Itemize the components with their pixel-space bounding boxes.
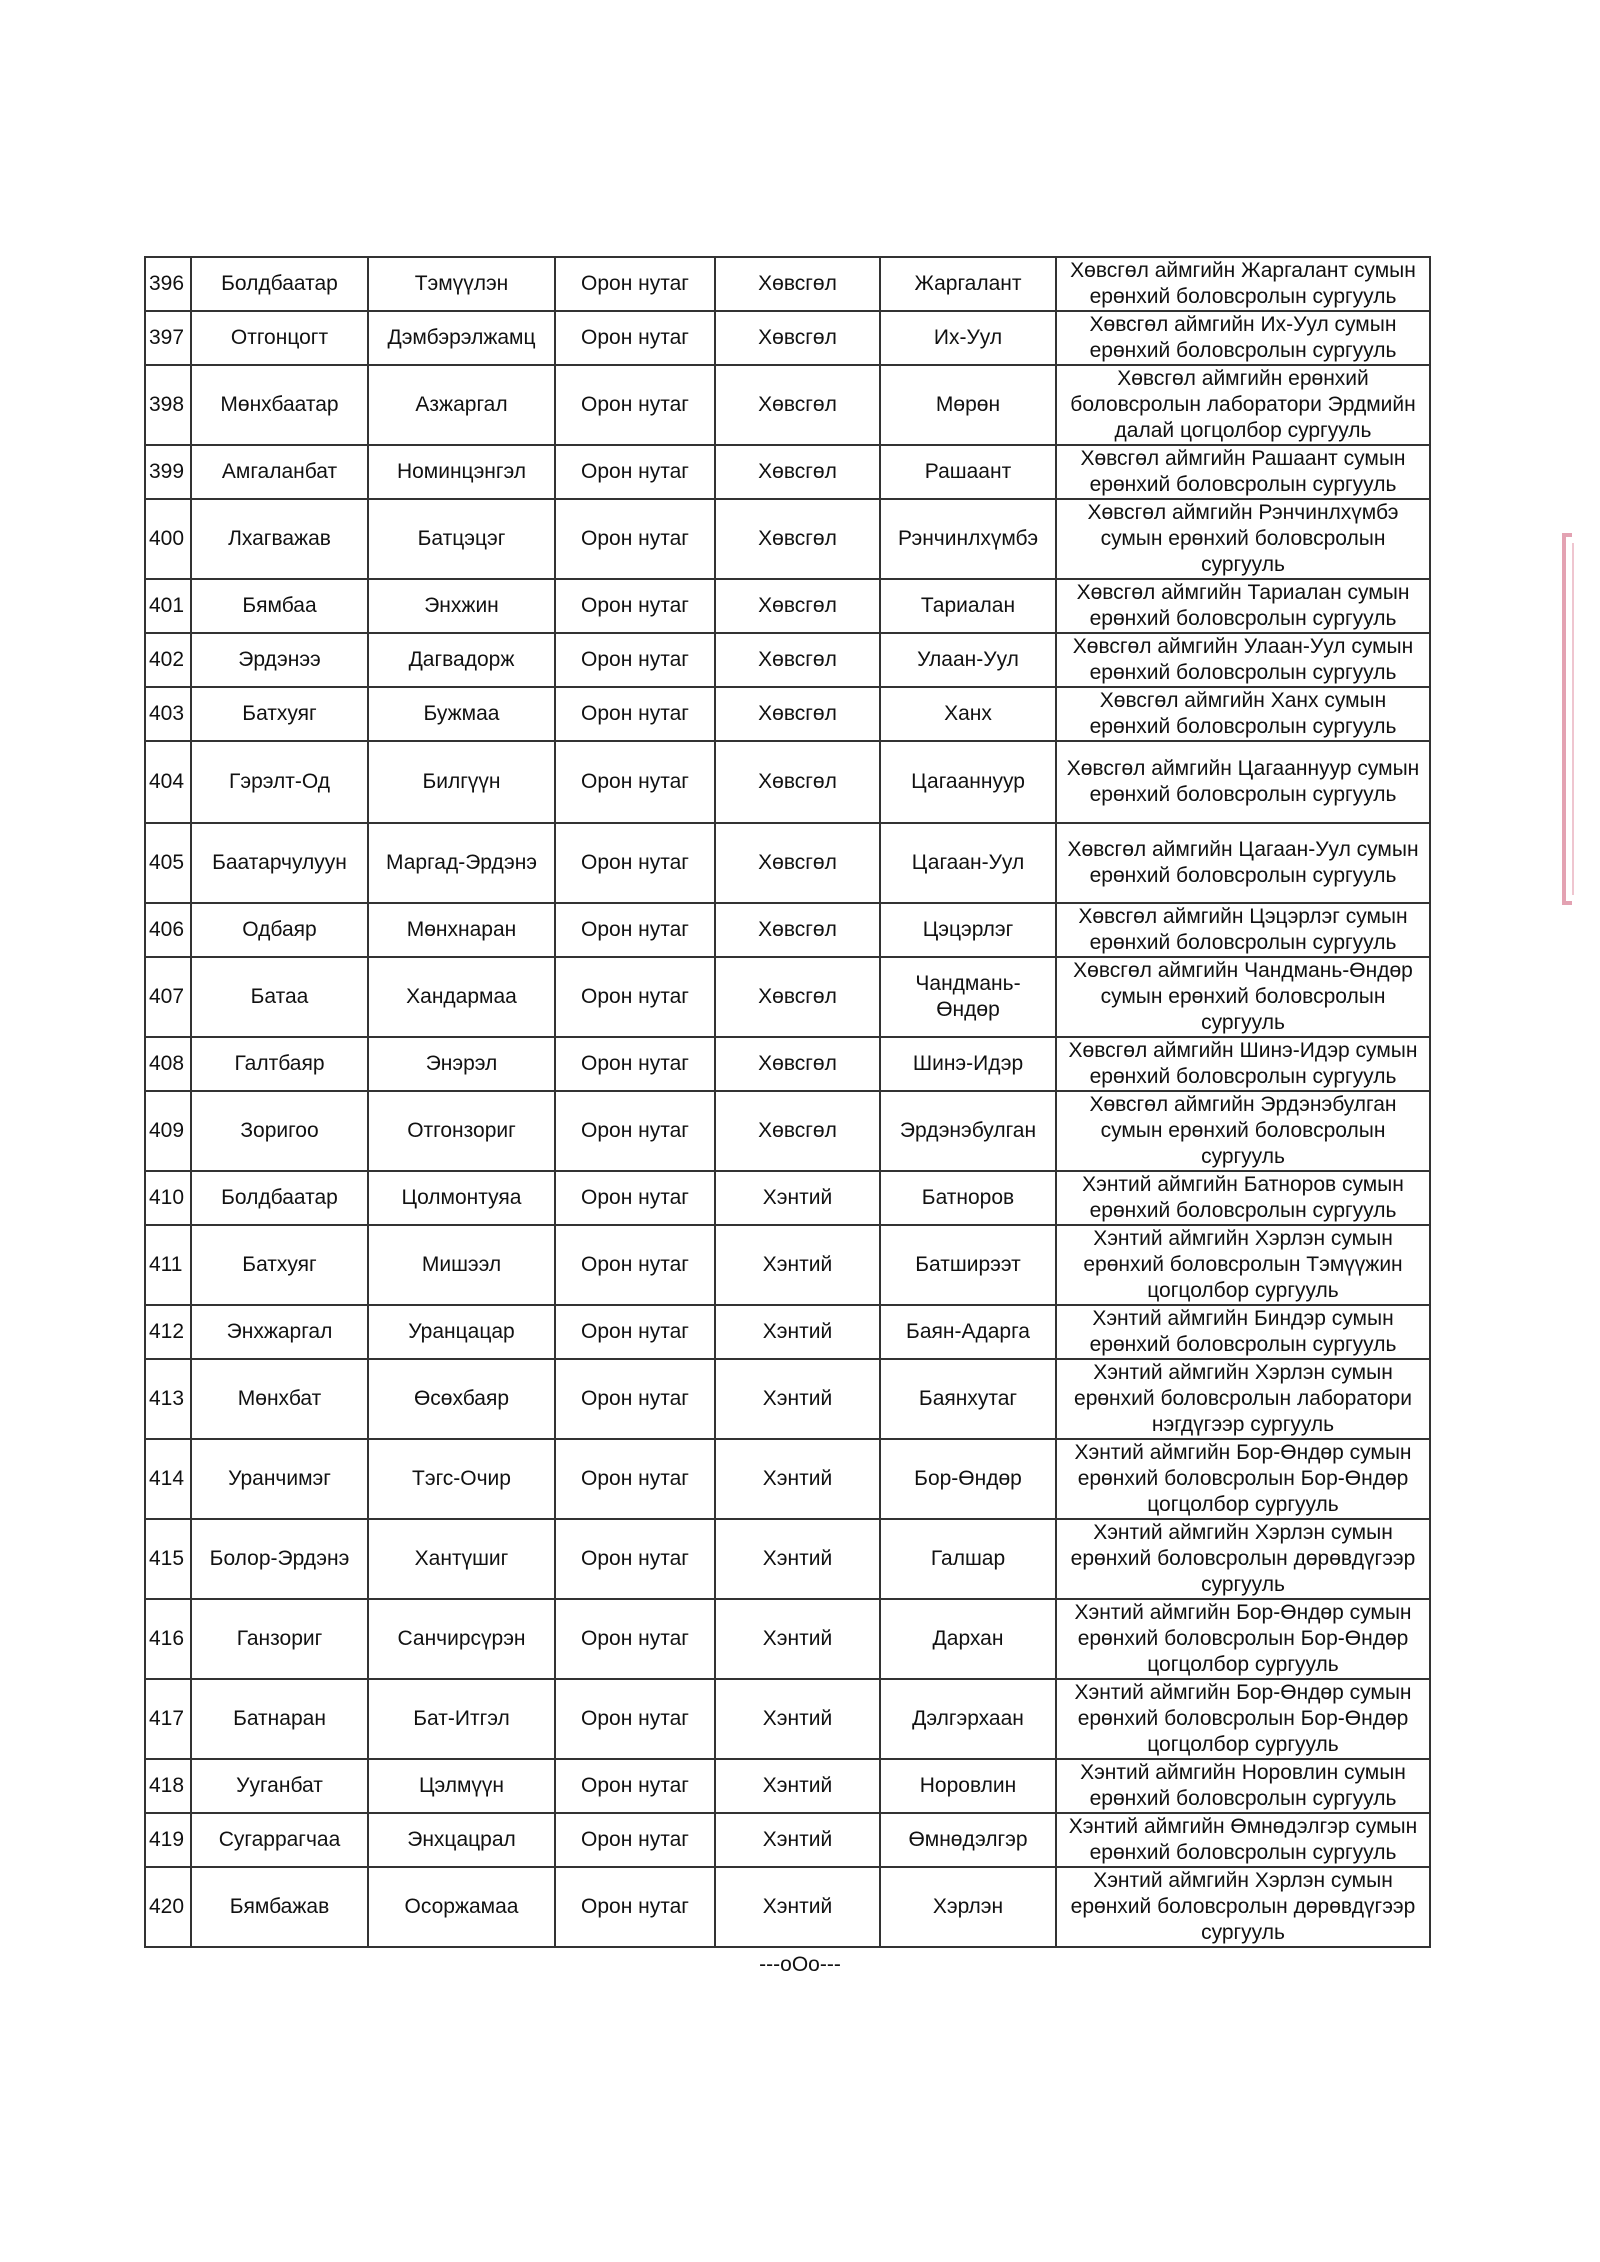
aimag-name-cell: Хэнтий [715, 1867, 880, 1947]
quota-type-cell: Орон нутаг [555, 1759, 715, 1813]
quota-type-cell: Орон нутаг [555, 257, 715, 311]
sum-name-cell: Дэлгэрхаан [880, 1679, 1056, 1759]
school-name-cell: Хөвсгөл аймгийн Ханх сумын ерөнхий боловсролын сургууль [1056, 687, 1430, 741]
first-name-cell: Цолмонтуяа [368, 1171, 555, 1225]
school-name-cell: Хэнтий аймгийн Бор-Өндөр сумын ерөнхий боловсролын Бор-Өндөр цогцолбор сургууль [1056, 1439, 1430, 1519]
last-name-cell: Мөнхбат [191, 1359, 368, 1439]
last-name-cell: Ууганбат [191, 1759, 368, 1813]
school-name-cell: Хөвсгөл аймгийн Жаргалант сумын ерөнхий боловсролын сургууль [1056, 257, 1430, 311]
table-row [145, 445, 1430, 499]
school-name-cell: Хөвсгөл аймгийн ерөнхий боловсролын лаборатори Эрдмийн далай цогцолбор сургууль [1056, 365, 1430, 445]
quota-type-cell: Орон нутаг [555, 823, 715, 903]
quota-type-cell: Орон нутаг [555, 1439, 715, 1519]
school-name-cell: Хэнтий аймгийн Биндэр сумын ерөнхий боловсролын сургууль [1056, 1305, 1430, 1359]
table-row [145, 1037, 1430, 1091]
row-number-cell: 398 [145, 365, 191, 445]
row-number-cell: 411 [145, 1225, 191, 1305]
sum-name-cell: Рэнчинлхүмбэ [880, 499, 1056, 579]
aimag-name-cell: Хөвсгөл [715, 257, 880, 311]
last-name-cell: Болдбаатар [191, 257, 368, 311]
last-name-cell: Батнаран [191, 1679, 368, 1759]
first-name-cell: Энэрэл [368, 1037, 555, 1091]
sum-name-cell: Норовлин [880, 1759, 1056, 1813]
aimag-name-cell: Хэнтий [715, 1359, 880, 1439]
first-name-cell: Бат-Итгэл [368, 1679, 555, 1759]
quota-type-cell: Орон нутаг [555, 1359, 715, 1439]
sum-name-cell: Батширээт [880, 1225, 1056, 1305]
school-name-cell: Хэнтий аймгийн Хэрлэн сумын ерөнхий боловсролын лаборатори нэгдүгээр сургууль [1056, 1359, 1430, 1439]
last-name-cell: Галтбаяр [191, 1037, 368, 1091]
quota-type-cell: Орон нутаг [555, 1305, 715, 1359]
sum-name-cell: Цагаан-Уул [880, 823, 1056, 903]
quota-type-cell: Орон нутаг [555, 633, 715, 687]
first-name-cell: Мишээл [368, 1225, 555, 1305]
aimag-name-cell: Хөвсгөл [715, 823, 880, 903]
school-name-cell: Хөвсгөл аймгийн Цэцэрлэг сумын ерөнхий боловсролын сургууль [1056, 903, 1430, 957]
first-name-cell: Хандармаа [368, 957, 555, 1037]
table-row [145, 957, 1430, 1037]
aimag-name-cell: Хөвсгөл [715, 633, 880, 687]
last-name-cell: Гэрэлт-Од [191, 741, 368, 823]
quota-type-cell: Орон нутаг [555, 1519, 715, 1599]
sum-name-cell: Жаргалант [880, 257, 1056, 311]
quota-type-cell: Орон нутаг [555, 1679, 715, 1759]
end-mark: ---оОо--- [759, 1953, 841, 1976]
first-name-cell: Энхцацрал [368, 1813, 555, 1867]
sum-name-cell: Чандмань-Өндөр [880, 957, 1056, 1037]
table-row [145, 579, 1430, 633]
row-number-cell: 419 [145, 1813, 191, 1867]
first-name-cell: Дагвадорж [368, 633, 555, 687]
quota-type-cell: Орон нутаг [555, 903, 715, 957]
school-name-cell: Хөвсгөл аймгийн Шинэ-Идэр сумын ерөнхий боловсролын сургууль [1056, 1037, 1430, 1091]
row-number-cell: 401 [145, 579, 191, 633]
table-row [145, 1359, 1430, 1439]
first-name-cell: Азжаргал [368, 365, 555, 445]
sum-name-cell: Цагааннуур [880, 741, 1056, 823]
sum-name-cell: Эрдэнэбулган [880, 1091, 1056, 1171]
quota-type-cell: Орон нутаг [555, 741, 715, 823]
sum-name-cell: Мөрөн [880, 365, 1056, 445]
quota-type-cell: Орон нутаг [555, 445, 715, 499]
aimag-name-cell: Хэнтий [715, 1599, 880, 1679]
table-row [145, 1679, 1430, 1759]
school-name-cell: Хөвсгөл аймгийн Цагааннуур сумын ерөнхий боловсролын сургууль [1056, 741, 1430, 823]
last-name-cell: Амгаланбат [191, 445, 368, 499]
sum-name-cell: Бор-Өндөр [880, 1439, 1056, 1519]
aimag-name-cell: Хэнтий [715, 1305, 880, 1359]
table-row [145, 365, 1430, 445]
first-name-cell: Маргад-Эрдэнэ [368, 823, 555, 903]
first-name-cell: Бужмаа [368, 687, 555, 741]
first-name-cell: Билгүүн [368, 741, 555, 823]
school-name-cell: Хэнтий аймгийн Хэрлэн сумын ерөнхий боловсролын Тэмүүжин цогцолбор сургууль [1056, 1225, 1430, 1305]
school-name-cell: Хөвсгөл аймгийн Тариалан сумын ерөнхий боловсролын сургууль [1056, 579, 1430, 633]
row-number-cell: 414 [145, 1439, 191, 1519]
sum-name-cell: Баянхутаг [880, 1359, 1056, 1439]
aimag-name-cell: Хэнтий [715, 1439, 880, 1519]
aimag-name-cell: Хөвсгөл [715, 903, 880, 957]
row-number-cell: 406 [145, 903, 191, 957]
last-name-cell: Отгонцогт [191, 311, 368, 365]
row-number-cell: 420 [145, 1867, 191, 1947]
first-name-cell: Осоржамаа [368, 1867, 555, 1947]
sum-name-cell: Дархан [880, 1599, 1056, 1679]
row-number-cell: 409 [145, 1091, 191, 1171]
last-name-cell: Мөнхбаатар [191, 365, 368, 445]
row-number-cell: 413 [145, 1359, 191, 1439]
table-row [145, 311, 1430, 365]
quota-type-cell: Орон нутаг [555, 579, 715, 633]
last-name-cell: Энхжаргал [191, 1305, 368, 1359]
quota-type-cell: Орон нутаг [555, 687, 715, 741]
sum-name-cell: Улаан-Уул [880, 633, 1056, 687]
first-name-cell: Номинцэнгэл [368, 445, 555, 499]
last-name-cell: Лхагважав [191, 499, 368, 579]
aimag-name-cell: Хэнтий [715, 1519, 880, 1599]
school-name-cell: Хөвсгөл аймгийн Цагаан-Уул сумын ерөнхий боловсролын сургууль [1056, 823, 1430, 903]
row-number-cell: 408 [145, 1037, 191, 1091]
quota-type-cell: Орон нутаг [555, 1171, 715, 1225]
aimag-name-cell: Хэнтий [715, 1679, 880, 1759]
aimag-name-cell: Хэнтий [715, 1171, 880, 1225]
first-name-cell: Санчирсүрэн [368, 1599, 555, 1679]
row-number-cell: 400 [145, 499, 191, 579]
last-name-cell: Болор-Эрдэнэ [191, 1519, 368, 1599]
sum-name-cell: Өмнөдэлгэр [880, 1813, 1056, 1867]
aimag-name-cell: Хэнтий [715, 1813, 880, 1867]
row-number-cell: 418 [145, 1759, 191, 1813]
table-row [145, 633, 1430, 687]
school-name-cell: Хэнтий аймгийн Хэрлэн сумын ерөнхий боловсролын дөрөвдүгээр сургууль [1056, 1519, 1430, 1599]
school-name-cell: Хэнтий аймгийн Бор-Өндөр сумын ерөнхий боловсролын Бор-Өндөр цогцолбор сургууль [1056, 1599, 1430, 1679]
table-row [145, 1305, 1430, 1359]
row-number-cell: 396 [145, 257, 191, 311]
table-row [145, 1867, 1430, 1947]
row-number-cell: 415 [145, 1519, 191, 1599]
first-name-cell: Цэлмүүн [368, 1759, 555, 1813]
school-name-cell: Хөвсгөл аймгийн Их-Уул сумын ерөнхий боловсролын сургууль [1056, 311, 1430, 365]
first-name-cell: Хантүшиг [368, 1519, 555, 1599]
school-name-cell: Хэнтий аймгийн Норовлин сумын ерөнхий боловсролын сургууль [1056, 1759, 1430, 1813]
first-name-cell: Тэмүүлэн [368, 257, 555, 311]
school-name-cell: Хөвсгөл аймгийн Эрдэнэбулган сумын ерөнхий боловсролын сургууль [1056, 1091, 1430, 1171]
table-row [145, 1439, 1430, 1519]
aimag-name-cell: Хөвсгөл [715, 957, 880, 1037]
aimag-name-cell: Хөвсгөл [715, 311, 880, 365]
last-name-cell: Батаа [191, 957, 368, 1037]
last-name-cell: Сугаррагчаа [191, 1813, 368, 1867]
last-name-cell: Эрдэнээ [191, 633, 368, 687]
last-name-cell: Зоригоо [191, 1091, 368, 1171]
binding-bracket-icon [1562, 533, 1572, 905]
row-number-cell: 397 [145, 311, 191, 365]
quota-type-cell: Орон нутаг [555, 1813, 715, 1867]
row-number-cell: 416 [145, 1599, 191, 1679]
first-name-cell: Тэгс-Очир [368, 1439, 555, 1519]
quota-type-cell: Орон нутаг [555, 957, 715, 1037]
table-row [145, 1759, 1430, 1813]
quota-type-cell: Орон нутаг [555, 1867, 715, 1947]
last-name-cell: Уранчимэг [191, 1439, 368, 1519]
sum-name-cell: Хэрлэн [880, 1867, 1056, 1947]
quota-type-cell: Орон нутаг [555, 311, 715, 365]
table-row [145, 903, 1430, 957]
aimag-name-cell: Хөвсгөл [715, 365, 880, 445]
row-number-cell: 403 [145, 687, 191, 741]
school-name-cell: Хэнтий аймгийн Бор-Өндөр сумын ерөнхий боловсролын Бор-Өндөр цогцолбор сургууль [1056, 1679, 1430, 1759]
table-row [145, 1091, 1430, 1171]
table-row [145, 1171, 1430, 1225]
school-name-cell: Хэнтий аймгийн Хэрлэн сумын ерөнхий боловсролын дөрөвдүгээр сургууль [1056, 1867, 1430, 1947]
row-number-cell: 407 [145, 957, 191, 1037]
table-row [145, 1519, 1430, 1599]
table-row [145, 823, 1430, 903]
quota-type-cell: Орон нутаг [555, 1037, 715, 1091]
first-name-cell: Батцэцэг [368, 499, 555, 579]
aimag-name-cell: Хөвсгөл [715, 687, 880, 741]
last-name-cell: Бямбажав [191, 1867, 368, 1947]
aimag-name-cell: Хэнтий [715, 1225, 880, 1305]
last-name-cell: Одбаяр [191, 903, 368, 957]
sum-name-cell: Цэцэрлэг [880, 903, 1056, 957]
first-name-cell: Отгонзориг [368, 1091, 555, 1171]
last-name-cell: Бямбаа [191, 579, 368, 633]
aimag-name-cell: Хөвсгөл [715, 579, 880, 633]
aimag-name-cell: Хөвсгөл [715, 1091, 880, 1171]
row-number-cell: 405 [145, 823, 191, 903]
row-number-cell: 412 [145, 1305, 191, 1359]
quota-type-cell: Орон нутаг [555, 365, 715, 445]
aimag-name-cell: Хөвсгөл [715, 1037, 880, 1091]
first-name-cell: Энхжин [368, 579, 555, 633]
school-name-cell: Хөвсгөл аймгийн Улаан-Уул сумын ерөнхий боловсролын сургууль [1056, 633, 1430, 687]
table-row [145, 1599, 1430, 1679]
registry-table [144, 256, 1431, 1948]
last-name-cell: Баатарчулуун [191, 823, 368, 903]
first-name-cell: Дэмбэрэлжамц [368, 311, 555, 365]
last-name-cell: Батхуяг [191, 687, 368, 741]
sum-name-cell: Ханх [880, 687, 1056, 741]
school-name-cell: Хэнтий аймгийн Батноров сумын ерөнхий боловсролын сургууль [1056, 1171, 1430, 1225]
school-name-cell: Хөвсгөл аймгийн Рашаант сумын ерөнхий боловсролын сургууль [1056, 445, 1430, 499]
aimag-name-cell: Хөвсгөл [715, 499, 880, 579]
sum-name-cell: Шинэ-Идэр [880, 1037, 1056, 1091]
row-number-cell: 410 [145, 1171, 191, 1225]
row-number-cell: 402 [145, 633, 191, 687]
table-row [145, 741, 1430, 823]
table-row [145, 1813, 1430, 1867]
quota-type-cell: Орон нутаг [555, 499, 715, 579]
aimag-name-cell: Хэнтий [715, 1759, 880, 1813]
aimag-name-cell: Хөвсгөл [715, 445, 880, 499]
first-name-cell: Мөнхнаран [368, 903, 555, 957]
quota-type-cell: Орон нутаг [555, 1225, 715, 1305]
sum-name-cell: Баян-Адарга [880, 1305, 1056, 1359]
aimag-name-cell: Хөвсгөл [715, 741, 880, 823]
row-number-cell: 399 [145, 445, 191, 499]
row-number-cell: 404 [145, 741, 191, 823]
first-name-cell: Өсөхбаяр [368, 1359, 555, 1439]
table-row [145, 499, 1430, 579]
last-name-cell: Батхуяг [191, 1225, 368, 1305]
sum-name-cell: Тариалан [880, 579, 1056, 633]
last-name-cell: Болдбаатар [191, 1171, 368, 1225]
sum-name-cell: Их-Уул [880, 311, 1056, 365]
school-name-cell: Хөвсгөл аймгийн Чандмань-Өндөр сумын ерөнхий боловсролын сургууль [1056, 957, 1430, 1037]
sum-name-cell: Галшар [880, 1519, 1056, 1599]
table-row [145, 257, 1430, 311]
table-row [145, 687, 1430, 741]
last-name-cell: Ганзориг [191, 1599, 368, 1679]
first-name-cell: Уранцацар [368, 1305, 555, 1359]
school-name-cell: Хөвсгөл аймгийн Рэнчинлхүмбэ сумын ерөнхий боловсролын сургууль [1056, 499, 1430, 579]
school-name-cell: Хэнтий аймгийн Өмнөдэлгэр сумын ерөнхий боловсролын сургууль [1056, 1813, 1430, 1867]
table-row [145, 1225, 1430, 1305]
quota-type-cell: Орон нутаг [555, 1599, 715, 1679]
row-number-cell: 417 [145, 1679, 191, 1759]
sum-name-cell: Батноров [880, 1171, 1056, 1225]
quota-type-cell: Орон нутаг [555, 1091, 715, 1171]
sum-name-cell: Рашаант [880, 445, 1056, 499]
table-body [145, 257, 1430, 1947]
